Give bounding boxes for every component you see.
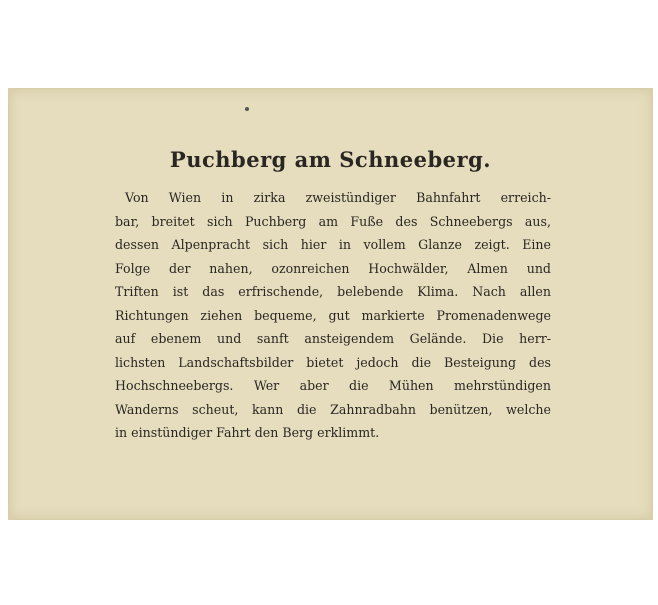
text-line: auf ebenem und sanft ansteigendem Gelände. Die herr- <box>115 331 551 346</box>
banknote-reverse <box>8 88 653 520</box>
text-line: dessen Alpenpracht sich hier in vollem Glanze zeigt. Eine <box>115 237 551 252</box>
text-line: bar, breitet sich Puchberg am Fuße des Schneebergs aus, <box>115 213 551 229</box>
heading: Puchberg am Schneeberg. <box>169 147 492 172</box>
text-line: Richtungen ziehen bequeme, gut markierte Promenadenwege <box>115 307 551 323</box>
text-line: Triften ist das erfrischende, belebende Klima. Nach allen <box>115 284 551 299</box>
text-line: Folge der nahen, ozonreichen Hochwälder, Almen und <box>115 260 551 276</box>
text-line: Von Wien in zirka zweistündiger Bahnfahrt erreich- <box>125 190 551 205</box>
description-text <box>115 186 551 445</box>
text-line: in einstündiger Fahrt den Berg erklimmt. <box>115 425 380 440</box>
text-line: Wanderns scheut, kann die Zahnradbahn benützen, welche <box>115 401 551 417</box>
text-line: lichsten Landschaftsbilder bietet jedoch die Besteigung des <box>115 354 551 370</box>
punch-hole <box>245 107 249 111</box>
text-line: Hochschneebergs. Wer aber die Mühen mehrstündigen <box>115 378 551 393</box>
